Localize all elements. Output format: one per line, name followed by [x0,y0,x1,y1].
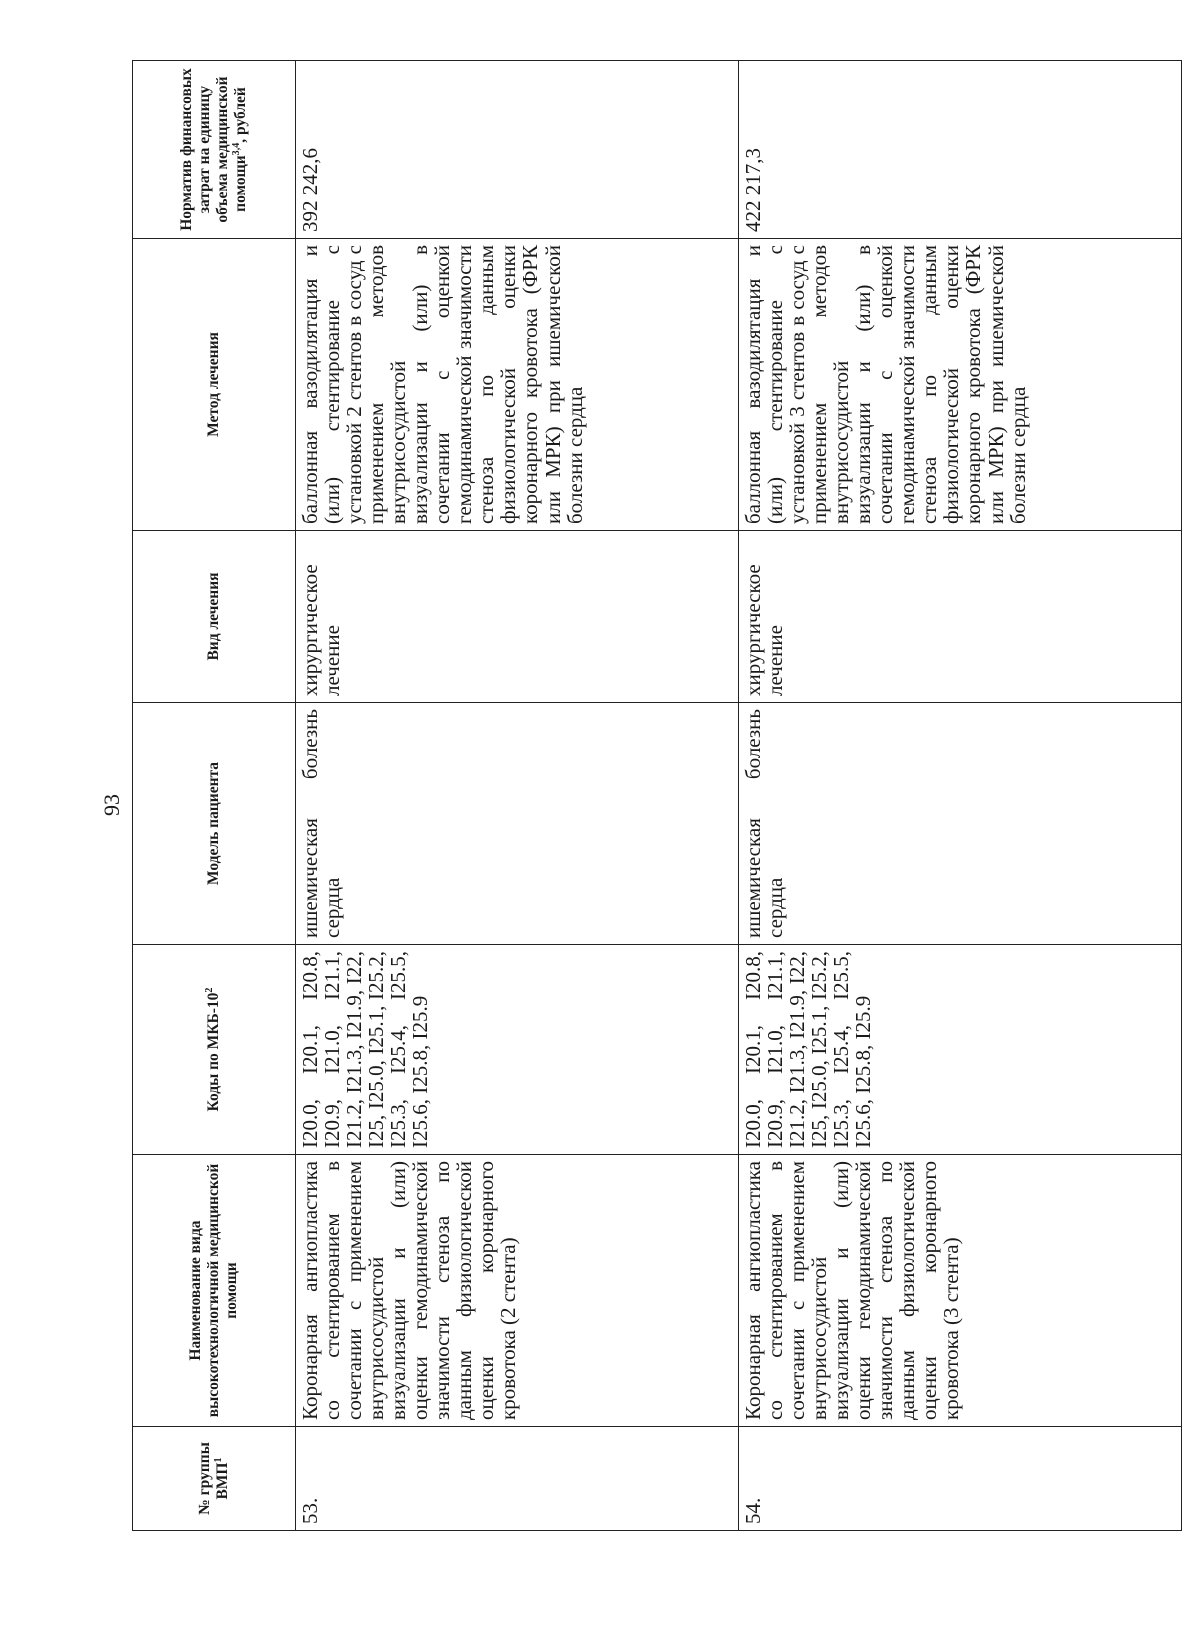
vmp-table [132,60,1182,1531]
header-icd-codes: Коды по МКБ-$10^2$ [133,945,296,1155]
header-patient-model: Модель пациента [133,703,296,945]
rotated-table-wrapper [132,61,1182,1531]
header-care-type-name: Наименование вида высокотехнологичной медицинской помощи [133,1155,296,1427]
cost-standard-cell: 422 217,3 [739,61,1182,239]
treatment-type-cell: хирургическое лечение [296,531,739,703]
treatment-type-cell: хирургическое лечение [739,531,1182,703]
patient-model-cell: ишемическая болезнь сердца [296,703,739,945]
table-row [296,61,739,1531]
header-treatment-type: Вид лечения [133,531,296,703]
patient-model-cell: ишемическая болезнь сердца [739,703,1182,945]
header-treatment-method: Метод лечения [133,239,296,531]
table-row [739,61,1182,1531]
cost-standard-cell: 392 242,6 [296,61,739,239]
care-type-name-cell: Коронарная ангиопластика со стентированием в сочетании с применением внутрисосудистой визуализации и (или) оценки гемодинамической значимости стеноза по данным физиологической оценки коронарного кровотока (3 стента) [739,1155,1182,1427]
header-group-number: № группы ВМП$^1$ [133,1427,296,1531]
icd-codes-cell: I20.0, I20.1, I20.8, I20.9, I21.0, I21.1, I21.2, I21.3, I21.9, I22, I25, I25.0, I25.1, I25.2, I25.3, I25.4, I25.5, I25.6, I25.8, I25.9 [739,945,1182,1155]
group-number-cell: 53. [296,1427,739,1531]
page-number: 93 [99,794,124,816]
treatment-method-cell: баллонная вазодилятация и (или) стентирование с установкой 2 стентов в сосуд с применением методов внутрисосудистой визуализации и (или) в сочетании с оценкой гемодинамической значимости стеноза по данным физиологической оценки коронарного кровотока (ФРК или МРК) при ишемической болезни сердца [296,239,739,531]
table-header-row [133,61,296,1531]
care-type-name-cell: Коронарная ангиопластика со стентированием в сочетании с применением внутрисосудистой визуализации и (или) оценки гемодинамической значимости стеноза по данным физиологической оценки коронарного кровотока (2 стента) [296,1155,739,1427]
treatment-method-cell: баллонная вазодилятация и (или) стентирование с установкой 3 стентов в сосуд с применением методов внутрисосудистой визуализации и (или) в сочетании с оценкой гемодинамической значимости стеноза по данным физиологической оценки коронарного кровотока (ФРК или МРК) при ишемической болезни сердца [739,239,1182,531]
header-cost-standard: Норматив финансовых затрат на единицу объема медицинской помощи$^{3,4}$, рублей [133,61,296,239]
group-number-cell: 54. [739,1427,1182,1531]
icd-codes-cell: I20.0, I20.1, I20.8, I20.9, I21.0, I21.1, I21.2, I21.3, I21.9, I22, I25, I25.0, I25.1, I25.2, I25.3, I25.4, I25.5, I25.6, I25.8, I25.9 [296,945,739,1155]
